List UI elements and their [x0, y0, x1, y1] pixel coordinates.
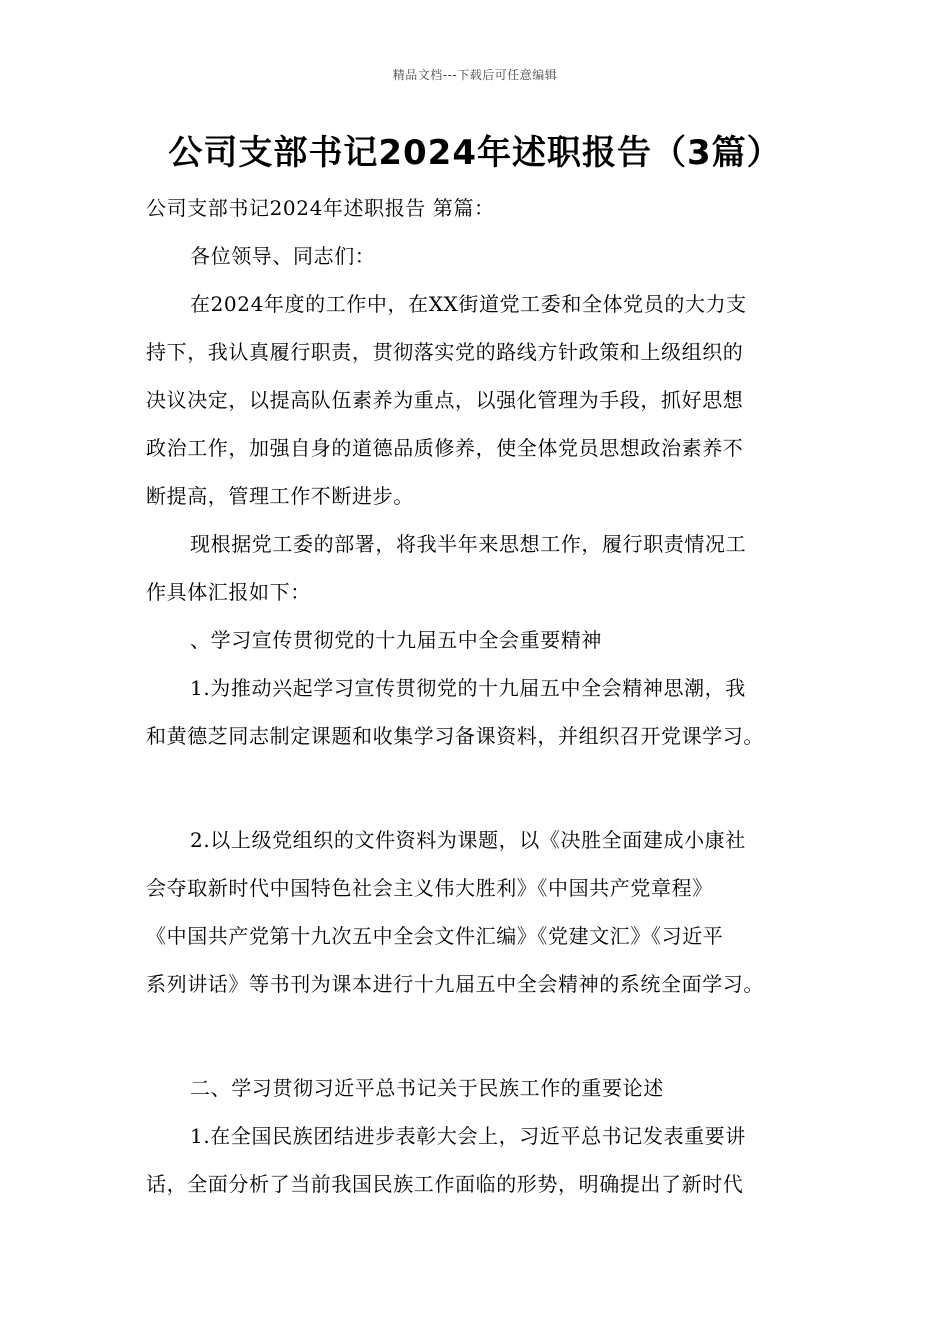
list-item-line: 1.在全国民族团结进步表彰大会上，习近平总书记发表重要讲	[190, 1124, 746, 1148]
document-title: 公司支部书记2024年述职报告（3篇）	[168, 133, 782, 173]
section-heading: 二、学习贯彻习近平总书记关于民族工作的重要论述	[190, 1076, 664, 1100]
list-item-line: 和黄德芝同志制定课题和收集学习备课资料，并组织召开党课学习。	[146, 724, 764, 748]
paragraph-line: 作具体汇报如下：	[146, 580, 311, 604]
paragraph-line: 现根据党工委的部署，将我半年来思想工作，履行职责情况工	[190, 532, 747, 556]
paragraph-line: 在2024年度的工作中，在XX街道党工委和全体党员的大力支	[190, 292, 747, 316]
document-body	[146, 184, 810, 1208]
list-item-line: 《中国共产党第十九次五中全会文件汇编》《党建文汇》《习近平	[146, 924, 724, 948]
paragraph-line: 断提高，管理工作不断进步。	[146, 484, 414, 508]
paragraph-line: 持下，我认真履行职责，贯彻落实党的路线方针政策和上级组织的	[146, 340, 744, 364]
section-heading: 、学习宣传贯彻党的十九届五中全会重要精神	[190, 628, 602, 652]
paragraph-line: 政治工作，加强自身的道德品质修养，使全体党员思想政治素养不	[146, 436, 744, 460]
blank-gap	[146, 1008, 810, 1064]
list-item-line: 会夺取新时代中国特色社会主义伟大胜利》《中国共产党章程》	[146, 876, 713, 900]
blank-gap	[146, 760, 810, 816]
list-item-line: 系列讲话》等书刊为课本进行十九届五中全会精神的系统全面学习。	[146, 972, 764, 996]
paragraph-line: 决议决定，以提高队伍素养为重点，以强化管理为手段，抓好思想	[146, 388, 744, 412]
greeting: 各位领导、同志们：	[190, 244, 376, 268]
header-note: 精品文档---下载后可任意编辑	[392, 68, 558, 82]
list-item-line: 话，全面分析了当前我国民族工作面临的形势，明确提出了新时代	[146, 1172, 744, 1196]
subtitle: 公司支部书记2024年述职报告 第篇：	[146, 196, 495, 220]
list-item-line: 1.为推动兴起学习宣传贯彻党的十九届五中全会精神思潮，我	[190, 676, 746, 700]
list-item-line: 2.以上级党组织的文件资料为课题，以《决胜全面建成小康社	[190, 828, 746, 852]
